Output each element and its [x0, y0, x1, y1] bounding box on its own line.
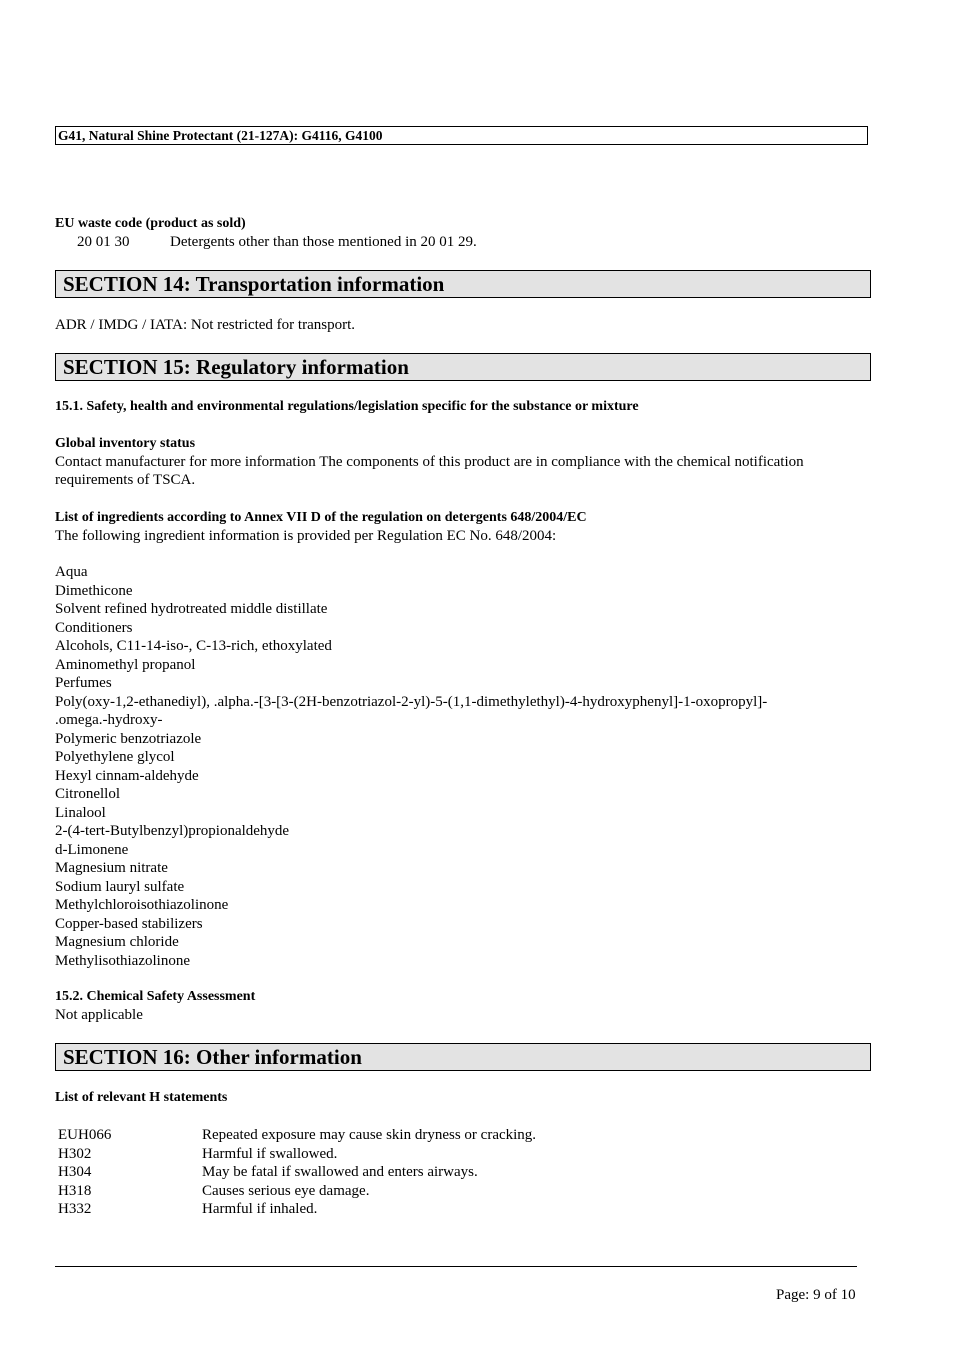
- table-row: [58, 1145, 536, 1164]
- h-text: Repeated exposure may cause skin dryness or cracking.: [202, 1127, 537, 1143]
- waste-code: 20 01 30: [77, 234, 130, 250]
- section-16-title: SECTION 16: Other information: [55, 1043, 871, 1071]
- csa-heading: 15.2. Chemical Safety Assessment: [55, 989, 256, 1004]
- list-item: Magnesium chloride: [55, 934, 179, 950]
- list-item: Citronellol: [55, 786, 120, 802]
- footer-divider: [55, 1266, 857, 1267]
- table-row: [58, 1200, 536, 1219]
- list-item: Sodium lauryl sulfate: [55, 878, 185, 895]
- table-row: [58, 1163, 536, 1182]
- list-item: Polymeric benzotriazole: [55, 730, 202, 747]
- list-item: d-Limonene: [55, 841, 129, 858]
- h-text: Causes serious eye damage.: [202, 1182, 370, 1199]
- waste-code-heading: EU waste code (product as sold): [55, 216, 246, 231]
- list-item: Methylisothiazolinone: [55, 952, 190, 969]
- inventory-text-line-1: Contact manufacturer for more information The components of this product are in compliance with the chemical notification: [55, 454, 804, 470]
- h-code: H318: [58, 1182, 92, 1199]
- section-15-title: SECTION 15: Regulatory information: [55, 353, 871, 381]
- table-row: [58, 1126, 536, 1145]
- list-item: Aminomethyl propanol: [55, 656, 196, 673]
- waste-code-row: [77, 233, 477, 252]
- h-code: H332: [58, 1201, 92, 1217]
- list-item: Aqua: [55, 564, 88, 580]
- h-text: Harmful if swallowed.: [202, 1145, 338, 1162]
- ingredients-heading: List of ingredients according to Annex VII D of the regulation on detergents 648/2004/EC: [55, 510, 587, 525]
- subsection-15-1-heading: 15.1. Safety, health and environmental regulations/legislation specific for the substance or mixture: [55, 399, 639, 414]
- ingredients-list: [55, 563, 915, 970]
- list-item: Magnesium nitrate: [55, 860, 168, 876]
- list-item: Copper-based stabilizers: [55, 915, 203, 932]
- h-statements-heading: List of relevant H statements: [55, 1090, 228, 1105]
- h-text: May be fatal if swallowed and enters airways.: [202, 1164, 478, 1180]
- waste-code-description: Detergents other than those mentioned in 20 01 29.: [170, 234, 477, 250]
- list-item: Conditioners: [55, 619, 133, 636]
- h-statements-table: [58, 1126, 536, 1219]
- inventory-text-line-2: requirements of TSCA.: [55, 472, 196, 488]
- csa-text: Not applicable: [55, 1007, 143, 1023]
- h-code: H304: [58, 1164, 92, 1180]
- list-item: Methylchloroisothiazolinone: [55, 897, 229, 913]
- document-header-title: G41, Natural Shine Protectant (21-127A): G4116, G4100: [55, 126, 868, 145]
- table-row: [58, 1182, 536, 1201]
- list-item: Linalool: [55, 804, 106, 821]
- h-text: Harmful if inhaled.: [202, 1201, 318, 1217]
- transport-text: ADR / IMDG / IATA: Not restricted for transport.: [55, 317, 355, 333]
- h-code: H302: [58, 1145, 92, 1162]
- list-item: Hexyl cinnam-aldehyde: [55, 767, 199, 784]
- list-item: Polyethylene glycol: [55, 749, 175, 765]
- page-number: Page: 9 of 10: [776, 1287, 856, 1303]
- list-item: Perfumes: [55, 675, 112, 691]
- list-item: Solvent refined hydrotreated middle distillate: [55, 601, 328, 617]
- list-item: Alcohols, C11-14-iso-, C-13-rich, ethoxylated: [55, 638, 332, 654]
- list-item: Dimethicone: [55, 582, 133, 599]
- inventory-heading: Global inventory status: [55, 436, 196, 451]
- section-14-title: SECTION 14: Transportation information: [55, 270, 871, 298]
- list-item: Poly(oxy-1,2-ethanediyl), .alpha.-[3-[3-(2H-benzotriazol-2-yl)-5-(1,1-dimethylethyl)-4-hydroxyphenyl]-1-oxopropyl]-: [55, 693, 768, 710]
- h-code: EUH066: [58, 1127, 112, 1143]
- list-item: 2-(4-tert-Butylbenzyl)propionaldehyde: [55, 823, 290, 839]
- ingredients-intro: The following ingredient information is provided per Regulation EC No. 648/2004:: [55, 528, 557, 544]
- list-item: .omega.-hydroxy-: [55, 712, 163, 728]
